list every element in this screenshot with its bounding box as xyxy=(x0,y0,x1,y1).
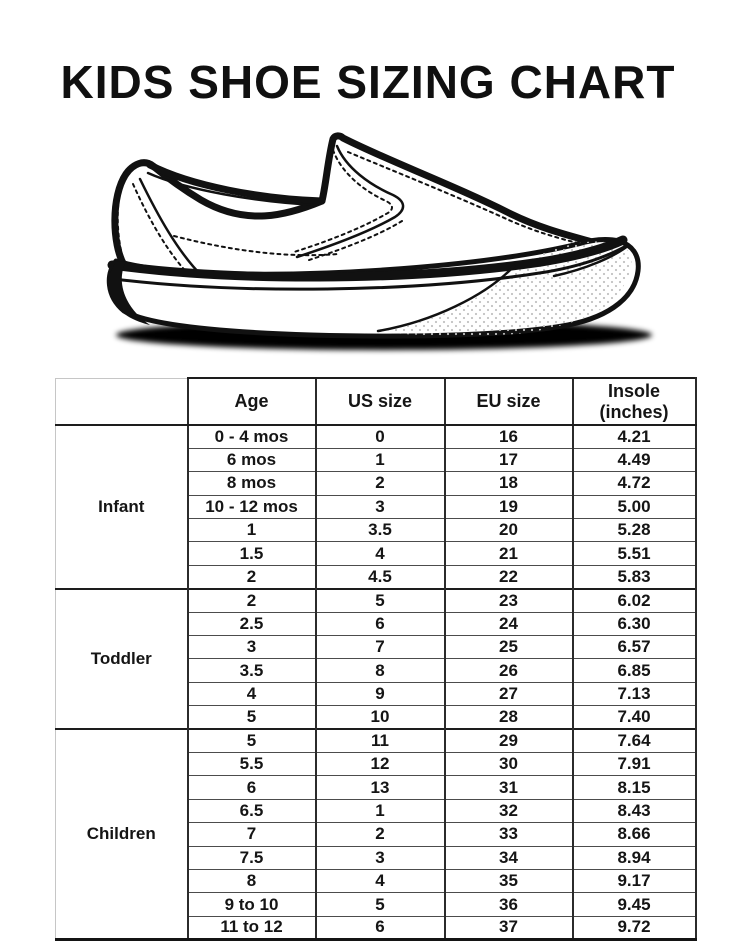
age-cell: 3 xyxy=(188,636,316,659)
us-size-cell: 4.5 xyxy=(316,565,445,588)
age-cell: 8 xyxy=(188,869,316,892)
eu-size-cell: 24 xyxy=(445,612,573,635)
insole-cell: 8.94 xyxy=(573,846,696,869)
us-size-cell: 0 xyxy=(316,425,445,448)
age-cell: 0 - 4 mos xyxy=(188,425,316,448)
eu-size-cell: 26 xyxy=(445,659,573,682)
age-cell: 6 mos xyxy=(188,448,316,471)
insole-cell: 4.49 xyxy=(573,448,696,471)
insole-cell: 6.57 xyxy=(573,636,696,659)
us-size-column-header: US size xyxy=(316,378,445,425)
us-size-cell: 7 xyxy=(316,636,445,659)
insole-cell: 5.28 xyxy=(573,519,696,542)
insole-column-header xyxy=(573,378,696,425)
eu-size-cell: 16 xyxy=(445,425,573,448)
eu-size-cell: 29 xyxy=(445,729,573,752)
eu-size-cell: 19 xyxy=(445,495,573,518)
insole-cell: 5.51 xyxy=(573,542,696,565)
age-cell: 2.5 xyxy=(188,612,316,635)
corner-header-cell xyxy=(56,378,188,425)
page-title: KIDS SHOE SIZING CHART xyxy=(60,56,676,108)
age-cell: 1.5 xyxy=(188,542,316,565)
eu-size-cell: 30 xyxy=(445,752,573,775)
eu-size-cell: 17 xyxy=(445,448,573,471)
age-cell: 8 mos xyxy=(188,472,316,495)
us-size-cell: 1 xyxy=(316,448,445,471)
insole-cell: 6.85 xyxy=(573,659,696,682)
age-cell: 5 xyxy=(188,706,316,729)
age-cell: 9 to 10 xyxy=(188,893,316,916)
eu-size-cell: 31 xyxy=(445,776,573,799)
age-column-header: Age xyxy=(188,378,316,425)
us-size-cell: 3 xyxy=(316,846,445,869)
age-cell: 6.5 xyxy=(188,799,316,822)
us-size-cell: 3.5 xyxy=(316,519,445,542)
header-row xyxy=(56,378,696,425)
us-size-cell: 1 xyxy=(316,799,445,822)
eu-size-cell: 27 xyxy=(445,682,573,705)
us-size-cell: 5 xyxy=(316,893,445,916)
insole-cell: 6.02 xyxy=(573,589,696,612)
insole-header-line2: (inches) xyxy=(599,401,669,422)
eu-size-cell: 32 xyxy=(445,799,573,822)
age-cell: 2 xyxy=(188,589,316,612)
insole-header-line1: Insole xyxy=(607,380,660,401)
insole-cell: 5.83 xyxy=(573,565,696,588)
insole-cell: 9.17 xyxy=(573,869,696,892)
age-cell: 5 xyxy=(188,729,316,752)
table-row xyxy=(56,729,696,752)
insole-cell: 7.64 xyxy=(573,729,696,752)
eu-size-cell: 28 xyxy=(445,706,573,729)
eu-size-cell: 20 xyxy=(445,519,573,542)
eu-size-cell: 34 xyxy=(445,846,573,869)
shoe-sizing-table xyxy=(55,377,697,941)
us-size-cell: 11 xyxy=(316,729,445,752)
insole-cell: 9.72 xyxy=(573,916,696,939)
table-row xyxy=(56,425,696,448)
age-cell: 5.5 xyxy=(188,752,316,775)
age-cell: 11 to 12 xyxy=(188,916,316,939)
insole-cell: 4.21 xyxy=(573,425,696,448)
age-cell: 1 xyxy=(188,519,316,542)
eu-size-cell: 33 xyxy=(445,823,573,846)
eu-size-cell: 35 xyxy=(445,869,573,892)
group-label-toddler: Toddler xyxy=(56,589,188,729)
eu-size-column-header: EU size xyxy=(445,378,573,425)
age-cell: 6 xyxy=(188,776,316,799)
us-size-cell: 4 xyxy=(316,869,445,892)
us-size-cell: 6 xyxy=(316,612,445,635)
us-size-cell: 9 xyxy=(316,682,445,705)
insole-cell: 7.40 xyxy=(573,706,696,729)
us-size-cell: 10 xyxy=(316,706,445,729)
eu-size-cell: 36 xyxy=(445,893,573,916)
insole-cell: 8.66 xyxy=(573,823,696,846)
age-cell: 7.5 xyxy=(188,846,316,869)
eu-size-cell: 23 xyxy=(445,589,573,612)
us-size-cell: 5 xyxy=(316,589,445,612)
age-cell: 4 xyxy=(188,682,316,705)
slip-on-shoe-drawing xyxy=(86,124,686,359)
insole-cell: 4.72 xyxy=(573,472,696,495)
age-cell: 3.5 xyxy=(188,659,316,682)
insole-cell: 5.00 xyxy=(573,495,696,518)
age-cell: 10 - 12 mos xyxy=(188,495,316,518)
group-label-children: Children xyxy=(56,729,188,940)
eu-size-cell: 22 xyxy=(445,565,573,588)
insole-cell: 7.91 xyxy=(573,752,696,775)
insole-cell: 6.30 xyxy=(573,612,696,635)
eu-size-cell: 25 xyxy=(445,636,573,659)
insole-cell: 9.45 xyxy=(573,893,696,916)
group-label-infant: Infant xyxy=(56,425,188,589)
insole-cell: 8.15 xyxy=(573,776,696,799)
age-cell: 7 xyxy=(188,823,316,846)
us-size-cell: 2 xyxy=(316,472,445,495)
us-size-cell: 3 xyxy=(316,495,445,518)
eu-size-cell: 18 xyxy=(445,472,573,495)
age-cell: 2 xyxy=(188,565,316,588)
us-size-cell: 4 xyxy=(316,542,445,565)
us-size-cell: 12 xyxy=(316,752,445,775)
us-size-cell: 13 xyxy=(316,776,445,799)
insole-cell: 8.43 xyxy=(573,799,696,822)
eu-size-cell: 37 xyxy=(445,916,573,939)
us-size-cell: 8 xyxy=(316,659,445,682)
us-size-cell: 6 xyxy=(316,916,445,939)
table-body xyxy=(56,425,696,940)
us-size-cell: 2 xyxy=(316,823,445,846)
shoe-illustration xyxy=(86,124,686,359)
eu-size-cell: 21 xyxy=(445,542,573,565)
table-row xyxy=(56,589,696,612)
insole-cell: 7.13 xyxy=(573,682,696,705)
